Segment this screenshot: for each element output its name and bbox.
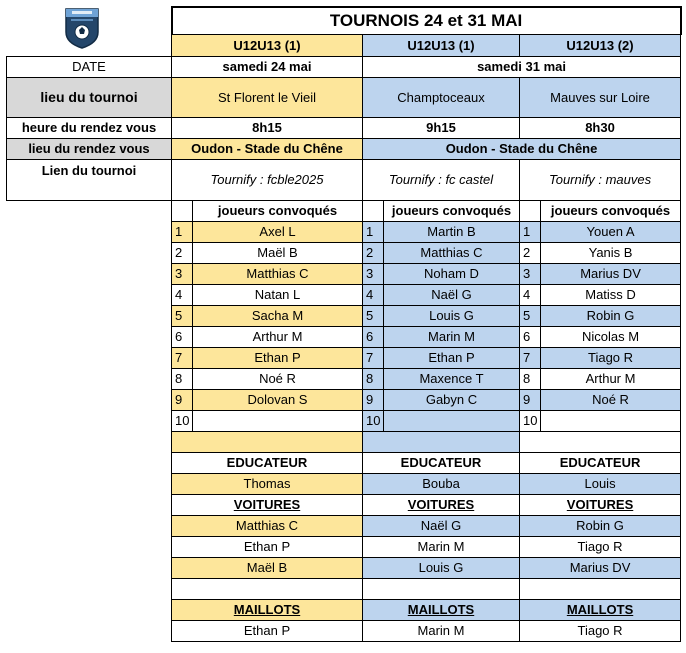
table-row — [7, 77, 681, 117]
player-number: 4 — [363, 284, 384, 305]
table-row — [7, 34, 681, 56]
empty-cell — [7, 599, 172, 620]
spacer-cell — [520, 431, 681, 452]
meeting-place: Oudon - Stade du Chêne — [172, 138, 363, 159]
player-name: Matthias C — [193, 263, 363, 284]
empty-cell — [7, 34, 172, 56]
label-meeting-time: heure du rendez vous — [7, 117, 172, 138]
player-name: Matiss D — [541, 284, 681, 305]
player-name — [193, 410, 363, 431]
empty-cell — [7, 515, 172, 536]
table-row — [7, 368, 681, 389]
player-number: 10 — [520, 410, 541, 431]
player-number: 8 — [520, 368, 541, 389]
team-header: U12U13 (2) — [520, 34, 681, 56]
number-header-cell — [363, 200, 384, 221]
player-name: Noé R — [541, 389, 681, 410]
player-name: Noham D — [384, 263, 520, 284]
empty-cell — [7, 305, 172, 326]
car-driver: Matthias C — [172, 515, 363, 536]
empty-cell — [7, 536, 172, 557]
meeting-time: 8h30 — [520, 117, 681, 138]
educator-name: Louis — [520, 473, 681, 494]
cars-label: VOITURES — [363, 494, 520, 515]
table-row — [7, 242, 681, 263]
player-name: Nicolas M — [541, 326, 681, 347]
spacer-cell — [363, 578, 520, 599]
player-number: 10 — [172, 410, 193, 431]
empty-cell — [7, 494, 172, 515]
spacer-cell — [363, 431, 520, 452]
player-number: 6 — [520, 326, 541, 347]
empty-cell — [7, 452, 172, 473]
player-name: Martin B — [384, 221, 520, 242]
table-row — [7, 221, 681, 242]
empty-cell — [7, 7, 172, 34]
table-row — [7, 305, 681, 326]
tournament-link: Tournify : fcble2025 — [172, 159, 363, 200]
table-row — [7, 431, 681, 452]
spacer-cell — [520, 578, 681, 599]
table-row — [7, 200, 681, 221]
table-row — [7, 620, 681, 641]
player-name: Dolovan S — [193, 389, 363, 410]
educator-name: Thomas — [172, 473, 363, 494]
team-header: U12U13 (1) — [363, 34, 520, 56]
table-row — [7, 578, 681, 599]
table-row — [7, 56, 681, 77]
player-number: 9 — [363, 389, 384, 410]
empty-cell — [7, 242, 172, 263]
date-cell: samedi 24 mai — [172, 56, 363, 77]
player-number: 1 — [520, 221, 541, 242]
player-name: Marin M — [384, 326, 520, 347]
table-row — [7, 557, 681, 578]
label-tournament-place: lieu du tournoi — [7, 77, 172, 117]
player-number: 5 — [363, 305, 384, 326]
empty-cell — [7, 578, 172, 599]
table-row — [7, 7, 681, 34]
player-name: Matthias C — [384, 242, 520, 263]
table-row — [7, 599, 681, 620]
car-driver: Ethan P — [172, 536, 363, 557]
label-meeting-place: lieu du rendez vous — [7, 138, 172, 159]
player-number: 7 — [172, 347, 193, 368]
table-row — [7, 263, 681, 284]
player-name: Robin G — [541, 305, 681, 326]
players-header: joueurs convoqués — [193, 200, 363, 221]
player-number: 9 — [520, 389, 541, 410]
player-name — [541, 410, 681, 431]
player-name: Noé R — [193, 368, 363, 389]
tournament-link: Tournify : mauves — [520, 159, 681, 200]
empty-cell — [7, 389, 172, 410]
players-header: joueurs convoqués — [384, 200, 520, 221]
tournament-place: Mauves sur Loire — [520, 77, 681, 117]
jerseys-label: MAILLOTS — [363, 599, 520, 620]
player-number: 10 — [363, 410, 384, 431]
educator-label: EDUCATEUR — [520, 452, 681, 473]
player-name: Yanis B — [541, 242, 681, 263]
player-name: Maxence T — [384, 368, 520, 389]
player-name: Gabyn C — [384, 389, 520, 410]
table-row — [7, 347, 681, 368]
player-number: 2 — [172, 242, 193, 263]
player-name — [384, 410, 520, 431]
player-number: 7 — [363, 347, 384, 368]
player-number: 6 — [172, 326, 193, 347]
cars-label: VOITURES — [172, 494, 363, 515]
empty-cell — [7, 431, 172, 452]
number-header-cell — [520, 200, 541, 221]
tournament-link: Tournify : fc castel — [363, 159, 520, 200]
spacer-cell — [172, 578, 363, 599]
educator-name: Bouba — [363, 473, 520, 494]
player-number: 5 — [520, 305, 541, 326]
label-tournament-link: Lien du tournoi — [7, 159, 172, 200]
player-name: Arthur M — [541, 368, 681, 389]
meeting-time: 8h15 — [172, 117, 363, 138]
table-row — [7, 473, 681, 494]
player-number: 1 — [363, 221, 384, 242]
car-driver: Tiago R — [520, 536, 681, 557]
player-name: Natan L — [193, 284, 363, 305]
player-name: Maël B — [193, 242, 363, 263]
empty-cell — [7, 284, 172, 305]
empty-cell — [7, 263, 172, 284]
spacer-cell — [172, 431, 363, 452]
jerseys-label: MAILLOTS — [520, 599, 681, 620]
empty-cell — [7, 326, 172, 347]
player-number: 3 — [172, 263, 193, 284]
table-row — [7, 389, 681, 410]
page-title: TOURNOIS 24 et 31 MAI — [172, 7, 681, 34]
car-driver: Louis G — [363, 557, 520, 578]
player-number: 1 — [172, 221, 193, 242]
empty-cell — [7, 200, 172, 221]
player-number: 3 — [520, 263, 541, 284]
players-header: joueurs convoqués — [541, 200, 681, 221]
player-number: 4 — [172, 284, 193, 305]
tournament-place: St Florent le Vieil — [172, 77, 363, 117]
meeting-place: Oudon - Stade du Chêne — [363, 138, 681, 159]
educator-label: EDUCATEUR — [172, 452, 363, 473]
meeting-time: 9h15 — [363, 117, 520, 138]
table-row — [7, 117, 681, 138]
player-number: 5 — [172, 305, 193, 326]
player-number: 3 — [363, 263, 384, 284]
player-name: Axel L — [193, 221, 363, 242]
player-name: Arthur M — [193, 326, 363, 347]
empty-cell — [7, 557, 172, 578]
player-number: 8 — [363, 368, 384, 389]
table-row — [7, 284, 681, 305]
car-driver: Robin G — [520, 515, 681, 536]
table-row — [7, 494, 681, 515]
player-name: Youen A — [541, 221, 681, 242]
table-row — [7, 159, 681, 200]
empty-cell — [7, 347, 172, 368]
table-row — [7, 536, 681, 557]
table-row — [7, 326, 681, 347]
player-name: Tiago R — [541, 347, 681, 368]
player-number: 2 — [363, 242, 384, 263]
player-name: Naël G — [384, 284, 520, 305]
jersey-holder: Marin M — [363, 620, 520, 641]
player-number: 6 — [363, 326, 384, 347]
date-cell: samedi 31 mai — [363, 56, 681, 77]
player-name: Louis G — [384, 305, 520, 326]
educator-label: EDUCATEUR — [363, 452, 520, 473]
table-row — [7, 138, 681, 159]
jersey-holder: Tiago R — [520, 620, 681, 641]
table-row — [7, 515, 681, 536]
team-header: U12U13 (1) — [172, 34, 363, 56]
tournament-place: Champtoceaux — [363, 77, 520, 117]
jersey-holder: Ethan P — [172, 620, 363, 641]
label-date: DATE — [7, 56, 172, 77]
player-number: 4 — [520, 284, 541, 305]
car-driver: Marius DV — [520, 557, 681, 578]
car-driver: Maël B — [172, 557, 363, 578]
player-name: Ethan P — [193, 347, 363, 368]
player-number: 2 — [520, 242, 541, 263]
table-row — [7, 410, 681, 431]
player-number: 7 — [520, 347, 541, 368]
schedule-table — [6, 6, 682, 642]
player-name: Ethan P — [384, 347, 520, 368]
table-row — [7, 452, 681, 473]
empty-cell — [7, 221, 172, 242]
player-name: Sacha M — [193, 305, 363, 326]
empty-cell — [7, 368, 172, 389]
player-number: 8 — [172, 368, 193, 389]
empty-cell — [7, 620, 172, 641]
car-driver: Naël G — [363, 515, 520, 536]
empty-cell — [7, 473, 172, 494]
jerseys-label: MAILLOTS — [172, 599, 363, 620]
car-driver: Marin M — [363, 536, 520, 557]
cars-label: VOITURES — [520, 494, 681, 515]
empty-cell — [7, 410, 172, 431]
player-name: Marius DV — [541, 263, 681, 284]
number-header-cell — [172, 200, 193, 221]
player-number: 9 — [172, 389, 193, 410]
